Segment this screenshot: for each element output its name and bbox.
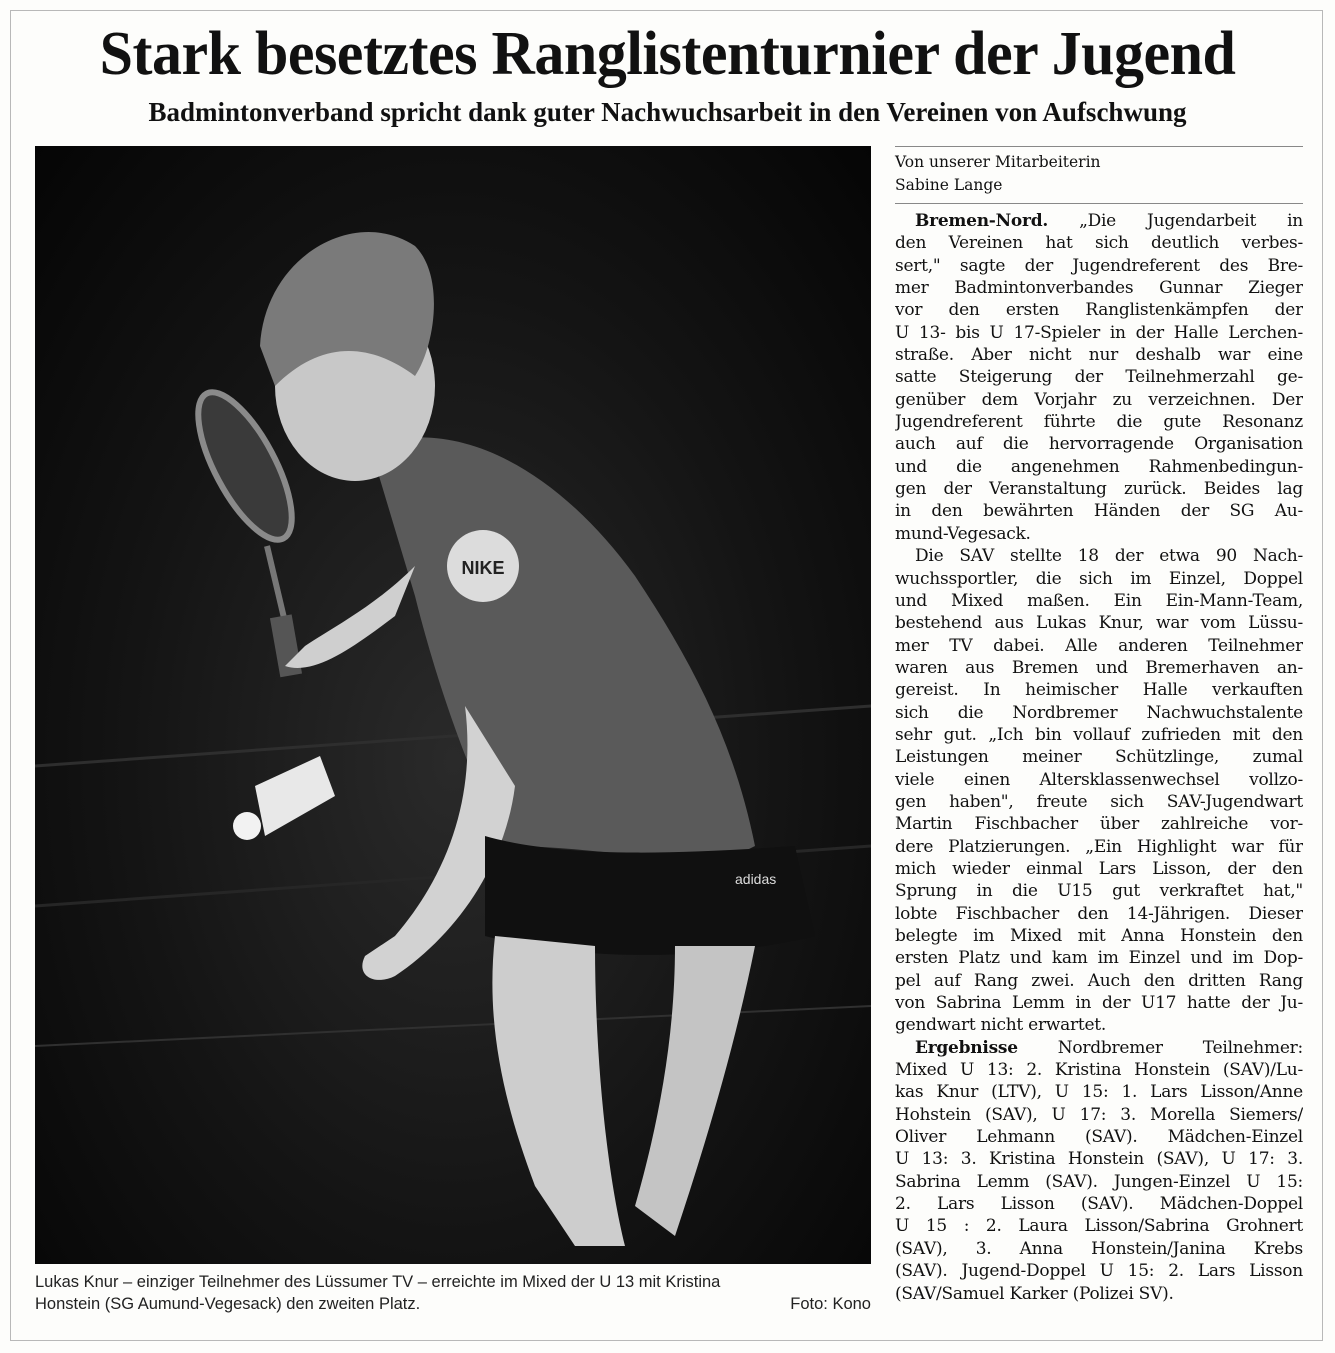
article-line: Sabrina Lemm (SAV). Jungen-Einzel U 15: (895, 1171, 1303, 1192)
article-line: mich wieder einmal Lars Lisson, der den (895, 858, 1303, 879)
article-line: (SAV/Samuel Karker (Polizei SV). (895, 1283, 1174, 1304)
article-line: bestehend aus Lukas Knur, war vom Lüssu- (895, 613, 1303, 634)
article-line: pel auf Rang zwei. Auch den dritten Rang (895, 970, 1303, 991)
article-line: in den bewährten Händen der SG Au- (895, 501, 1303, 522)
caption-line-1: Lukas Knur – einziger Teilnehmer des Lüssumer TV – erreichte im Mixed der U 13 mit Kristina (35, 1273, 721, 1291)
article-line: vor den ersten Ranglistenkämpfen der (895, 300, 1303, 321)
article-line: gereist. In heimischer Halle verkauften (895, 680, 1303, 701)
article-line: (SAV), 3. Anna Honstein/Janina Krebs (895, 1238, 1303, 1259)
article-line: Ergebnisse Nordbremer Teilnehmer: (915, 1037, 1303, 1058)
photo-caption (35, 1271, 871, 1315)
shuttlecock-icon (233, 756, 335, 840)
byline-divider (895, 203, 1303, 204)
article-line: sich die Nordbremer Nachwuchstalente (895, 702, 1303, 723)
article-line: mer TV dabei. Alle anderen Teilnehmer (895, 635, 1303, 656)
article-line: mund-Vegesack. (895, 523, 1031, 544)
article-line: kas Knur (LTV), U 15: 1. Lars Lisson/Anne (895, 1082, 1303, 1103)
article-line: satte Steigerung der Teilnehmerzahl ge- (895, 367, 1303, 388)
shirt-logo: NIKE (461, 558, 505, 578)
caption-line-2: Honstein (SG Aumund-Vegesack) den zweiten Platz. (35, 1295, 421, 1313)
article-line: den Vereinen hat sich deutlich verbes- (895, 233, 1303, 254)
results-label: Ergebnisse (915, 1037, 1018, 1058)
article-line: von Sabrina Lemm in der U17 hatte der Ju- (895, 993, 1303, 1014)
article-line: (SAV). Jugend-Doppel U 15: 2. Lars Lisson (895, 1261, 1303, 1282)
article-line: ersten Platz und kam im Einzel und im Dop- (895, 948, 1303, 969)
article-line: belegte im Mixed mit Anna Honstein den (895, 926, 1303, 946)
photo (35, 146, 871, 1264)
article-line: wuchssportler, die sich im Einzel, Doppel (895, 568, 1303, 589)
byline (895, 146, 1303, 197)
article-line: Bremen-Nord. „Die Jugendarbeit in (915, 211, 1303, 231)
headline: Stark besetztes Ranglistenturnier der Jugend (99, 18, 1236, 88)
article-line: gen der Veranstaltung zurück. Beides lag (895, 479, 1303, 500)
article-line: 2. Lars Lisson (SAV). Mädchen-Doppel (895, 1194, 1303, 1215)
article-line: U 13- bis U 17-Spieler in der Halle Lerchen- (895, 322, 1303, 343)
article-line: U 15 : 2. Laura Lisson/Sabrina Grohnert (895, 1216, 1303, 1237)
dateline: Bremen-Nord. (915, 211, 1048, 231)
article-line: Martin Fischbacher über zahlreiche vor- (895, 814, 1303, 835)
article-line: Hohstein (SAV), U 17: 3. Morella Siemers/ (895, 1104, 1303, 1125)
article-line: viele einen Altersklassenwechsel vollzo- (895, 769, 1303, 790)
article-line: lobte Fischbacher den 14-Jährigen. Dieser (895, 903, 1303, 924)
article-line: dere Platzierungen. „Ein Highlight war für (895, 836, 1303, 857)
byline-line-1: Von unserer Mitarbeiterin (895, 153, 1101, 171)
article-line: Sprung in die U15 gut verkraftet hat," (895, 881, 1303, 902)
subheadline: Badmintonverband spricht dank guter Nachwuchsarbeit in den Vereinen von Aufschwung (148, 97, 1187, 127)
article-line: Jugendreferent führte die gute Resonanz (895, 412, 1303, 433)
article-line: straße. Aber nicht nur deshalb war eine (895, 345, 1303, 366)
article-line: Mixed U 13: 2. Kristina Honstein (SAV)/Lu- (895, 1060, 1303, 1081)
article-line: auch auf die hervorragende Organisation (895, 434, 1303, 455)
byline-author: Sabine Lange (895, 176, 1003, 194)
article-line: sehr gut. „Ich bin vollauf zufrieden mit den (895, 724, 1303, 745)
photo-credit: Foto: Kono (790, 1295, 871, 1313)
article-line: mer Badmintonverbandes Gunnar Zieger (895, 278, 1303, 299)
article-line: genüber dem Vorjahr zu verzeichnen. Der (895, 389, 1303, 410)
badminton-player-photo (35, 146, 871, 1264)
article-line: gen haben", freute sich SAV-Jugendwart (895, 791, 1303, 812)
article-line: U 13: 3. Kristina Honstein (SAV), U 17: 3. (895, 1149, 1303, 1170)
article-body (895, 210, 1303, 1305)
article-line: sert," sagte der Jugendreferent des Bre- (895, 255, 1303, 276)
article-line: und die angenehmen Rahmenbedingun- (895, 456, 1303, 477)
article-line: und Mixed maßen. Ein Ein-Mann-Team, (895, 590, 1303, 611)
article-line: waren aus Bremen und Bremerhaven an- (895, 657, 1303, 678)
shorts-logo: adidas (735, 871, 777, 887)
article-line: Leistungen meiner Schützlinge, zumal (895, 747, 1303, 768)
article-line: Die SAV stellte 18 der etwa 90 Nach- (915, 546, 1303, 567)
article-line: gendwart nicht erwartet. (895, 1015, 1107, 1036)
article-line: Oliver Lehmann (SAV). Mädchen-Einzel (895, 1127, 1303, 1148)
